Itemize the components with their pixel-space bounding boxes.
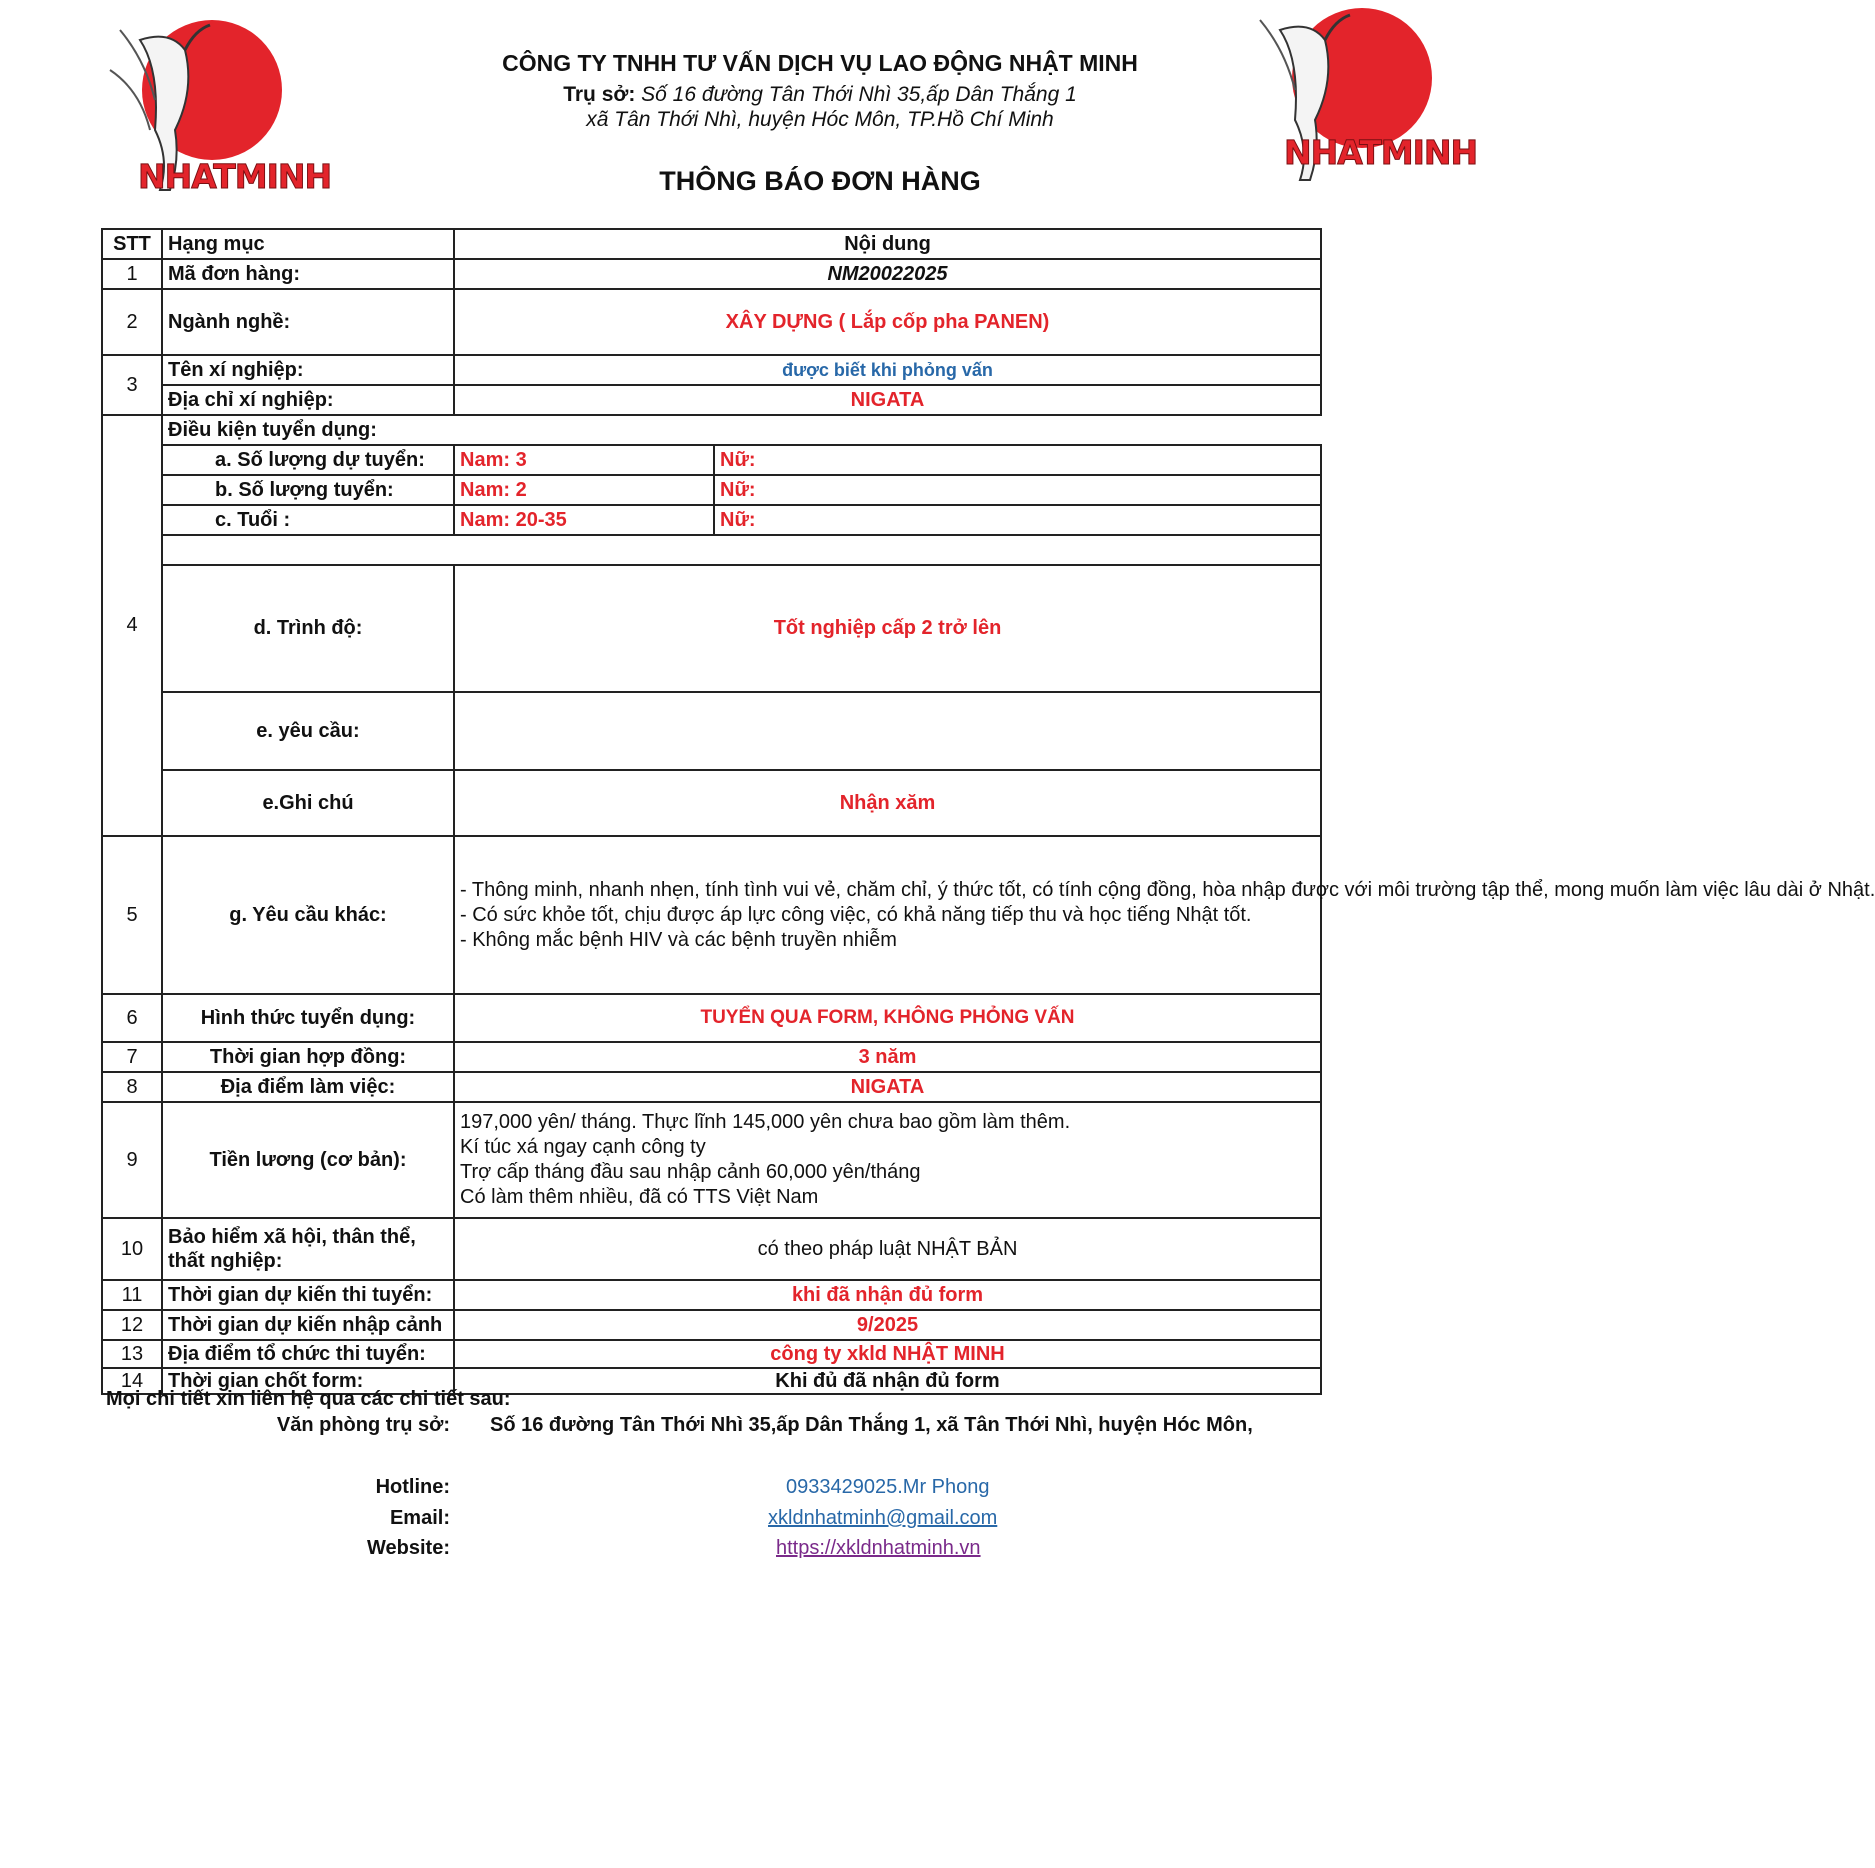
page-title: THÔNG BÁO ĐƠN HÀNG bbox=[659, 166, 981, 196]
table-row bbox=[102, 415, 1321, 445]
salary-value bbox=[454, 1102, 1321, 1218]
salary-line: Có làm thêm nhiều, đã có TTS Việt Nam bbox=[460, 1186, 819, 1208]
table-row-spacer bbox=[102, 535, 1321, 565]
row-label: Bảo hiểm xã hội, thân thể, thất nghiệp: bbox=[162, 1218, 454, 1280]
female-age-value: Nữ: bbox=[714, 505, 1321, 535]
table-row bbox=[102, 1310, 1321, 1340]
row-label: Thời gian dự kiến nhập cảnh bbox=[162, 1310, 454, 1340]
row-label: Hình thức tuyển dụng: bbox=[162, 994, 454, 1042]
row-label: Thời gian hợp đồng: bbox=[162, 1042, 454, 1072]
table-row bbox=[102, 836, 1321, 994]
row-number: 4 bbox=[102, 415, 162, 836]
row-label: Thời gian dự kiến thi tuyển: bbox=[162, 1280, 454, 1310]
education-value: Tốt nghiệp cấp 2 trở lên bbox=[454, 565, 1321, 692]
address-label: Trụ sở: bbox=[563, 83, 636, 106]
row-number: 14 bbox=[102, 1368, 162, 1394]
salary-line: Kí túc xá ngay cạnh công ty bbox=[460, 1136, 706, 1158]
row-label: a. Số lượng dự tuyển: bbox=[162, 445, 454, 475]
company-name-value: được biết khi phỏng vấn bbox=[454, 355, 1321, 385]
row-label: c. Tuổi : bbox=[162, 505, 454, 535]
male-count-value: Nam: 3 bbox=[454, 445, 714, 475]
row-label: g. Yêu cầu khác: bbox=[162, 836, 454, 994]
table-row bbox=[102, 1218, 1321, 1280]
company-address-value: NIGATA bbox=[454, 385, 1321, 415]
row-number: 12 bbox=[102, 1310, 162, 1340]
website-label: Website: bbox=[367, 1537, 450, 1559]
company-address-line2: xã Tân Thới Nhì, huyện Hóc Môn, TP.Hồ Chí Minh bbox=[586, 108, 1054, 131]
form-deadline-value: Khi đủ đã nhận đủ form bbox=[454, 1368, 1321, 1394]
row-label: Địa chỉ xí nghiệp: bbox=[162, 385, 454, 415]
occupation-value: XÂY DỰNG ( Lắp cốp pha PANEN) bbox=[454, 289, 1321, 355]
row-label: Ngành nghề: bbox=[162, 289, 454, 355]
column-header-item: Hạng mục bbox=[162, 229, 454, 259]
row-number: 8 bbox=[102, 1072, 162, 1102]
entry-time-value: 9/2025 bbox=[454, 1310, 1321, 1340]
row-number: 9 bbox=[102, 1102, 162, 1218]
row-label: Địa điểm làm việc: bbox=[162, 1072, 454, 1102]
row-label: e.Ghi chú bbox=[162, 770, 454, 836]
company-logo-left bbox=[100, 10, 332, 200]
company-address-line1 bbox=[380, 83, 1260, 107]
row-number: 1 bbox=[102, 259, 162, 289]
contract-duration-value: 3 năm bbox=[454, 1042, 1321, 1072]
order-table bbox=[101, 228, 1875, 1395]
table-row bbox=[102, 445, 1321, 475]
requirement-value bbox=[454, 692, 1321, 770]
table-row bbox=[102, 505, 1321, 535]
office-address-value: Số 16 đường Tân Thới Nhì 35,ấp Dân Thắng 1, xã Tân Thới Nhì, huyện Hóc Môn, bbox=[490, 1414, 1253, 1436]
table-row bbox=[102, 994, 1321, 1042]
salary-line: Trợ cấp tháng đầu sau nhập cảnh 60,000 yên/tháng bbox=[460, 1161, 921, 1183]
company-logo-right bbox=[1240, 0, 1478, 190]
row-label: d. Trình độ: bbox=[162, 565, 454, 692]
office-label: Văn phòng trụ sở: bbox=[276, 1414, 450, 1436]
logo-text: NHATMINH bbox=[138, 157, 332, 196]
row-number: 6 bbox=[102, 994, 162, 1042]
row-label: Địa điểm tổ chức thi tuyển: bbox=[162, 1340, 454, 1368]
table-row bbox=[102, 1340, 1321, 1368]
table-row bbox=[102, 289, 1321, 355]
exam-location-value: công ty xkld NHẬT MINH bbox=[454, 1340, 1321, 1368]
logo-text: NHATMINH bbox=[1284, 133, 1478, 172]
female-count-value: Nữ: bbox=[714, 475, 1321, 505]
work-location-value: NIGATA bbox=[454, 1072, 1321, 1102]
row-number: 3 bbox=[102, 355, 162, 415]
website-link[interactable]: https://xkldnhatminh.vn bbox=[776, 1537, 981, 1559]
recruitment-method-value: TUYỂN QUA FORM, KHÔNG PHỎNG VẤN bbox=[454, 994, 1321, 1042]
company-name: CÔNG TY TNHH TƯ VẤN DỊCH VỤ LAO ĐỘNG NHẬT MINH bbox=[502, 50, 1138, 76]
row-number: 13 bbox=[102, 1340, 162, 1368]
row-label: Tên xí nghiệp: bbox=[162, 355, 454, 385]
table-row bbox=[102, 565, 1321, 692]
email-label: Email: bbox=[389, 1507, 450, 1529]
row-heading: Điều kiện tuyển dụng: bbox=[162, 415, 1321, 445]
table-row bbox=[102, 692, 1321, 770]
female-count-value: Nữ: bbox=[714, 445, 1321, 475]
table-row bbox=[102, 385, 1321, 415]
row-label: Mã đơn hàng: bbox=[162, 259, 454, 289]
table-row bbox=[102, 475, 1321, 505]
row-label: Tiền lương (cơ bản): bbox=[162, 1102, 454, 1218]
male-count-value: Nam: 2 bbox=[454, 475, 714, 505]
column-header-content: Nội dung bbox=[454, 229, 1321, 259]
table-row bbox=[102, 770, 1321, 836]
hotline-value[interactable]: 0933429025.Mr Phong bbox=[786, 1476, 990, 1498]
column-header-stt: STT bbox=[102, 229, 162, 259]
table-row bbox=[102, 259, 1321, 289]
insurance-value: có theo pháp luật NHẬT BẢN bbox=[454, 1218, 1321, 1280]
exam-time-value: khi đã nhận đủ form bbox=[454, 1280, 1321, 1310]
requirement-line: - Không mắc bệnh HIV và các bệnh truyền nhiễm bbox=[460, 928, 897, 951]
note-value: Nhận xăm bbox=[454, 770, 1321, 836]
table-row bbox=[102, 1042, 1321, 1072]
row-number: 2 bbox=[102, 289, 162, 355]
row-label: e. yêu cầu: bbox=[162, 692, 454, 770]
table-row bbox=[102, 1072, 1321, 1102]
row-number: 10 bbox=[102, 1218, 162, 1280]
other-requirements-value bbox=[454, 836, 1875, 994]
table-row bbox=[102, 355, 1321, 385]
row-number: 7 bbox=[102, 1042, 162, 1072]
empty-cell bbox=[162, 535, 1321, 565]
row-number: 5 bbox=[102, 836, 162, 994]
requirement-line: - Có sức khỏe tốt, chịu được áp lực công việc, có khả năng tiếp thu và học tiếng Nhật tốt. bbox=[460, 903, 1252, 926]
requirement-line: - Thông minh, nhanh nhẹn, tính tình vui vẻ, chăm chỉ, ý thức tốt, có tính cộng đồng, hòa nhập được với môi trường tập thể, mong muốn làm việc lâu dài ở Nhật. bbox=[460, 878, 1875, 901]
row-number: 11 bbox=[102, 1280, 162, 1310]
male-age-value: Nam: 20-35 bbox=[454, 505, 714, 535]
table-row bbox=[102, 1280, 1321, 1310]
email-link[interactable]: xkldnhatminh@gmail.com bbox=[768, 1507, 998, 1529]
row-label: Thời gian chốt form: bbox=[162, 1368, 454, 1394]
order-code: NM20022025 bbox=[454, 259, 1321, 289]
contact-intro: Mọi chi tiết xin liên hệ qua các chi tiết sau: bbox=[106, 1388, 511, 1410]
table-row bbox=[102, 1102, 1321, 1218]
address-line1-text: Số 16 đường Tân Thới Nhì 35,ấp Dân Thắng 1 bbox=[635, 83, 1077, 106]
table-header-row bbox=[102, 229, 1321, 259]
salary-line: 197,000 yên/ tháng. Thực lĩnh 145,000 yên chưa bao gồm làm thêm. bbox=[460, 1111, 1071, 1133]
hotline-label: Hotline: bbox=[375, 1476, 450, 1498]
row-label: b. Số lượng tuyển: bbox=[162, 475, 454, 505]
